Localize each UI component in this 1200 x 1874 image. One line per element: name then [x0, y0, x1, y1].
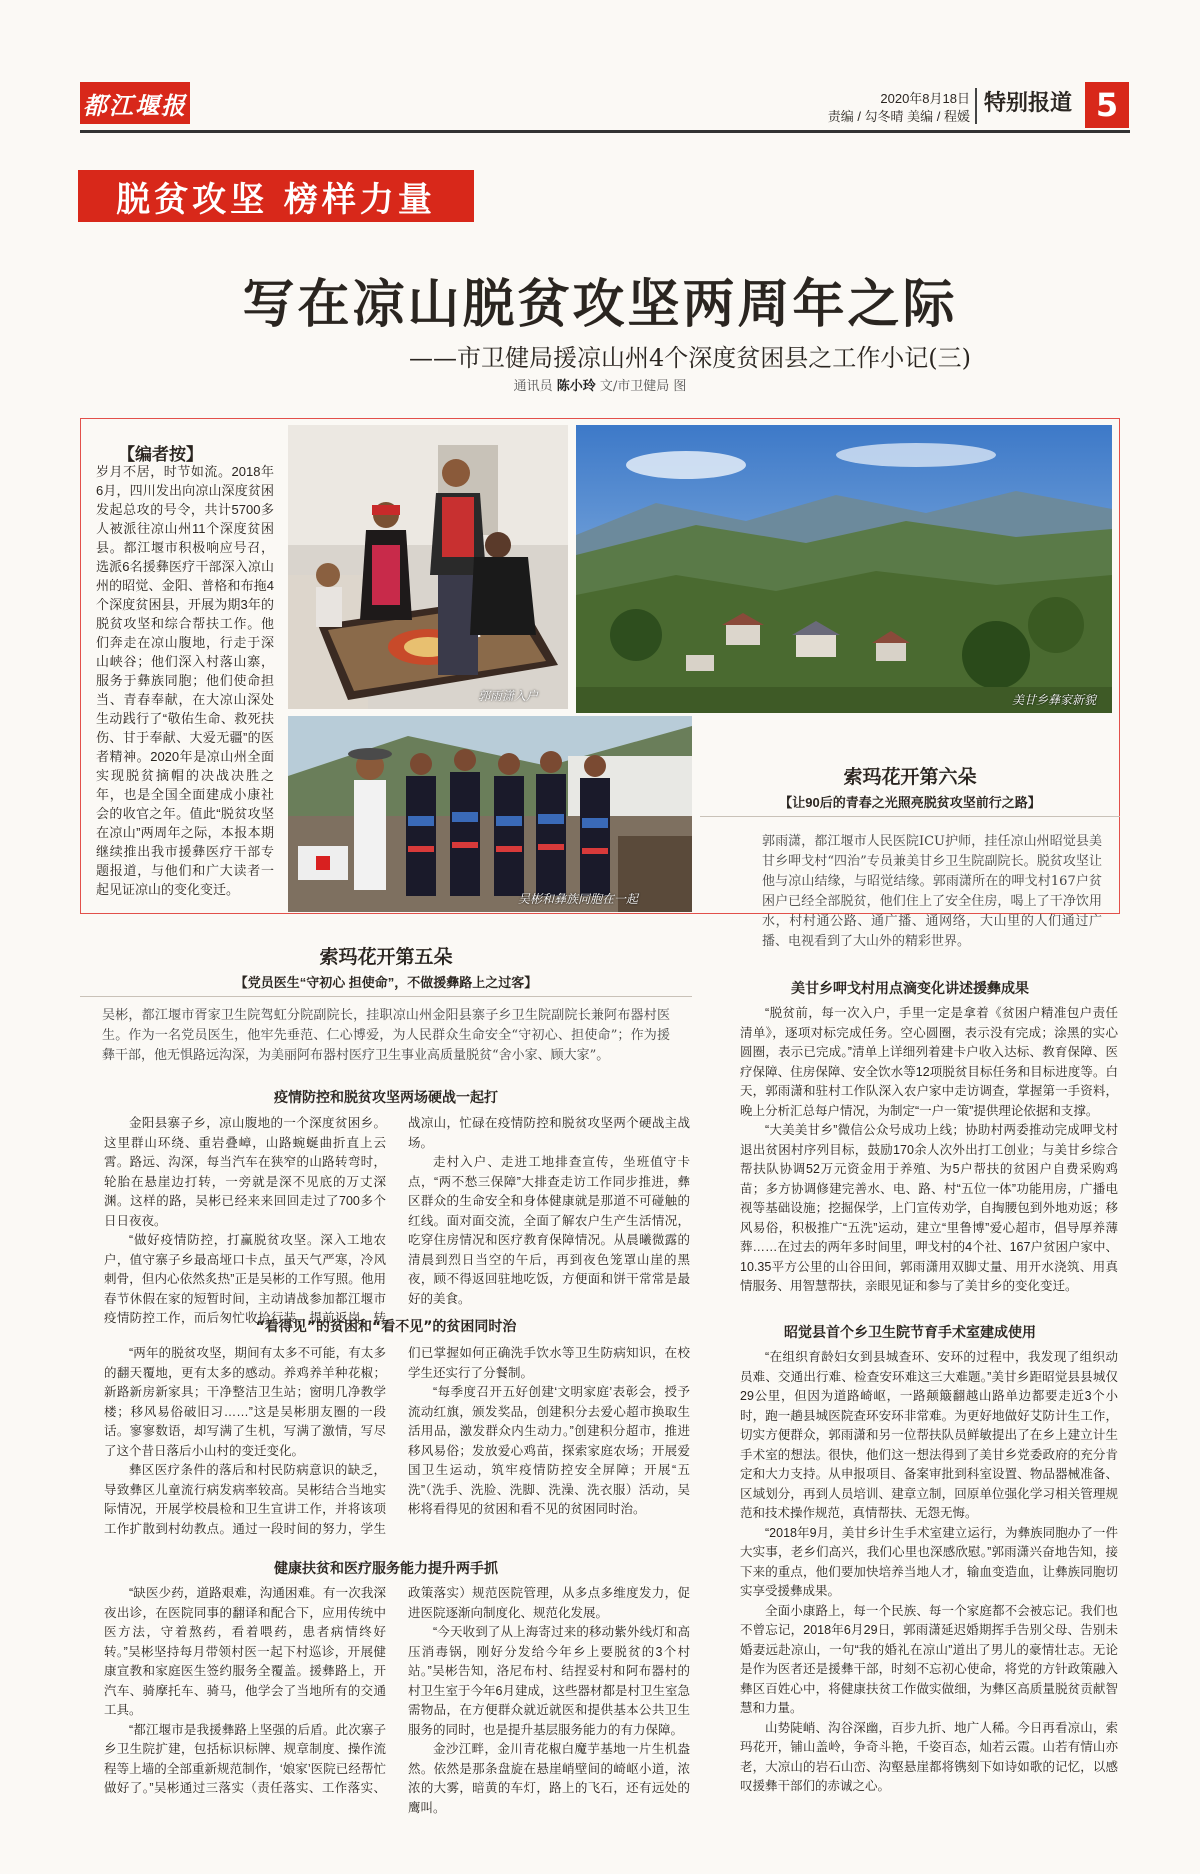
story5-rule	[80, 996, 692, 997]
byline: 通讯员 陈小玲 文/市卫健局 图	[513, 379, 687, 394]
story6-title: 索玛花开第六朵	[843, 766, 977, 788]
group-illustration	[288, 716, 692, 912]
story5-section3-body: “缺医少药，道路艰难，沟通困难。有一次我深夜出诊，在医院同事的翻译和配合下，应用传统中医方法，守着熬药，看着喂药，患者病情终好转。”吴彬坚持每月带领村医一起下村巡诊，开展健康宣教和家庭医生签约服务全覆盖。援彝路上，开汽车、骑摩托车、骑马，他学会了当地所有的交通工具。 “都江堰市是我援彝路上坚强的后盾。此次寨子乡卫生院扩建，包括标识标牌、规章制度、操作流程等上墙的全部重新规范制作，‘娘家’医院已经帮忙做好了。”吴彬通过三落实（责任落实、工作落实、政策落实）规范医院管理，从多点多维度发力，促进医院逐渐向制度化、规范化发展。 “今天收到了从上海寄过来的移动紫外线灯和高压消毒锅，刚好分发给今年乡上要脱贫的3个村站。”吴彬告知，洛尼布村、结捏妥村和阿布器村的村卫生室于今年6月建成，这些器材都是村卫生室急需物品，在方便群众就近就医和提供基本公共卫生服务的同时，也是提升基层服务能力的有力保障。 金沙江畔，金川青花椒白魔芋基地一片生机盎然。依然是那条盘旋在悬崖峭壁间的崎岖小道，浓浓的大雾，暗黄的车灯，路上的飞石，还有远处的鹰叫。	[104, 1586, 690, 1815]
landscape-illustration	[576, 425, 1112, 713]
headline: 写在凉山脱贫攻坚两周年之际	[242, 274, 958, 335]
story6-section2-body: “在组织育龄妇女到县城查环、安环的过程中，我发现了组织动员难、交通出行难、检查安环难这三大难题。”美甘乡距昭觉县县城仅29公里，但因为道路崎岖，一路颠簸翻越山路单边都要走近3个小时，跑一趟县城医院查环安环非常难。为更好地做好艾防计生工作，切实方便群众，郭雨潇和另一位帮扶队员鲜敏提出了在乡上建立计生手术室的想法。很快，他们这一想法得到了美甘乡党委政府的充分肯定和大力支持。从申报项目、备案审批到科室设置、物品器械准备、区域划分，再到人员培训、建章立制，回原单位强化学习相关管理规范和技术操作规范，真情帮扶、无怨无悔。 “2018年9月，美甘乡计生手术室建立运行，为彝族同胞办了一件大实事，老乡们高兴，我们心里也深感欣慰。”郭雨潇兴奋地告知，接下来的重点，他们要加快培养当地人才，输血变造血，让彝族同胞切实享受援彝成果。 全面小康路上，每一个民族、每一个家庭都不会被忘记。我们也不曾忘记，2018年6月29日，郭雨潇延迟婚期挥手告别父母、告别未婚妻远赴凉山，一句“我的婚礼在凉山”道出了男儿的豪情壮志。无论是作为医者还是援彝干部，时刻不忘初心使命，将党的方针政策融入彝区百姓心中，将健康扶贫工作做实做细，为彝区高质量脱贫贡献智慧和力量。 山势陡峭、沟谷深幽，百步九折、地广人稀。今日再看凉山，索玛花开，铺山盖岭，争奇斗艳，千姿百态，灿若云霞。山若有情山亦老，大凉山的岩石山峦、沟壑悬崖都将镌刻下如诗如歌的记忆，以感叹援彝干部们的赤诚之心。	[740, 1350, 1118, 1793]
editors-note-text: 岁月不居，时节如流。2018年6月，四川发出向凉山深度贫困发起总攻的号令，共计5700多人被派往凉山州11个深度贫困县。都江堰市积极响应号召，选派6名援彝医疗干部深入凉山州的昭觉、金阳、普格和布拖4个深度贫困县，开展为期3年的脱贫攻坚和综合帮扶工作。他们奔走在凉山腹地，行走于深山峡谷；他们深入村落山寨，服务于彝族同胞；他们使命担当、青春奉献，在大凉山深处生动践行了“敬佑生命、救死扶伤、甘于奉献、大爱无疆”的医者精神。2020年是凉山州全面实现脱贫摘帽的决战决胜之年，也是全国全面建成小康社会的收官之年。值此“脱贫攻坚在凉山”两周年之际，本报本期继续推出我市援彝医疗干部专题报道，与他们和广大读者一起见证凉山的变化变迁。	[96, 464, 274, 897]
photo-caption-home-visit: 郭雨潇入户	[478, 689, 539, 703]
subheadline: ——市卫健局援凉山州4个深度贫困县之工作小记(三)	[409, 344, 971, 372]
story5-section1-body: 金阳县寨子乡，凉山腹地的一个深度贫困乡。这里群山环绕、重岩叠嶂，山路蜿蜒曲折直上云霄。路远、沟深，每当汽车在狭窄的山路转弯时，轮胎在悬崖边打转，一旁就是深不见底的万丈深渊。这样的路，吴彬已经来来回回走过了700多个日日夜夜。 “做好疫情防控，打赢脱贫攻坚。深入工地农户，值守寨子乡最高垭口卡点，虽天气严寒，冷风刺骨，但内心依然炙热”正是吴彬的工作写照。他用春节休假在家的短暂时间，主动请战参加都江堰市疫情防控工作，而后匆忙收拾行装，提前返岗，转战凉山，忙碌在疫情防控和脱贫攻坚两个硬战主战场。 走村入户、走进工地排查宣传，坐班值守卡点，“两不愁三保障”大排查走访工作同步推进，彝区群众的生命安全和身体健康就是那道不可碰触的红线。面对面交流，全面了解农户生产生活情况，吃穿住房情况和医疗教育保障情况。从晨曦微露的清晨到烈日当空的午后，再到夜色笼罩山崖的黑夜，顾不得返回驻地吃饭，方便面和饼干常常是最好的美食。	[104, 1116, 690, 1325]
story6-subtitle: 【让90后的青春之光照亮脱贫攻坚前行之路】	[779, 795, 1041, 810]
editors-note-label: 【编者按】	[118, 445, 203, 465]
photo-home-visit	[288, 425, 568, 709]
story5-title: 索玛花开第五朵	[319, 946, 453, 968]
editors-credit: 责编 / 勾冬晴 美编 / 程媛	[827, 109, 970, 124]
photo-group-villagers	[288, 716, 692, 912]
photo-caption-group: 吴彬和彝族同胞在一起	[518, 892, 639, 906]
masthead-logo: 都江堰报	[80, 82, 190, 124]
issue-date: 2020年8月18日	[880, 91, 970, 106]
story6-section2-heading: 昭觉县首个乡卫生院节育手术室建成使用	[784, 1325, 1036, 1341]
header-divider	[975, 88, 977, 124]
story5-section1-heading: 疫情防控和脱贫攻坚两场硬战一起打	[274, 1090, 498, 1106]
story6-lead: 郭雨潇，都江堰市人民医院ICU护师，挂任凉山州昭觉县美甘乡呷戈村“四治”专员兼美甘乡卫生院副院长。脱贫攻坚让他与凉山结缘，与昭觉结缘。郭雨潇所在的呷戈村167户贫困户已经全部脱贫，他们住上了安全住房，喝上了干净饮用水，村村通公路、通广播、通网络，大山里的人们通过广播、电视看到了大山外的精彩世界。	[762, 834, 1102, 949]
story6-section1-body: “脱贫前，每一次入户，手里一定是拿着《贫困户精准包户责任清单》，逐项对标完成任务。空心圆圈，表示没有完成；涂黑的实心圆圈，表示已完成。”清单上详细列着建卡户收入达标、教育保障、医疗保障、住房保障、安全饮水等12项脱贫目标任务和目标进度等。白天，郭雨潇和驻村工作队深入农户家中走访调查，掌握第一手资料，晚上分析汇总每户情况，为制定“一户一策”提供理论依据和支撑。 “大美美甘乡”微信公众号成功上线；协助村两委推动完成呷戈村退出贫困村序列目标，鼓励170余人次外出打工创业；与美甘乡综合帮扶队协调52万元资金用于养殖、为5户帮扶的贫困户自费采购鸡苗；多方协调修建完善水、电、路、村“五位一体”功能用房，广播电视等基础设施；挖掘保学，上门宣传劝学，自掏腰包到外地劝返；移风易俗，积极推广“五洗”运动，建立“里鲁博”爱心超市，倡导厚养薄葬……在过去的两年多时间里，呷戈村的4个社、167户贫困户家中、10.35平方公里的山谷田间，郭雨潇用双脚丈量、用开水浇筑、用真情服务、用智慧帮扶，亲眼见证和参与了美甘乡的变化变迁。	[740, 1006, 1118, 1293]
story5-lead: 吴彬，都江堰市胥家卫生院驾虹分院副院长，挂职凉山州金阳县寨子乡卫生院副院长兼阿布器村医生。作为一名党员医生，他牢先垂范、仁心博爱，为人民群众生命安全“守初心、担使命”；作为援彝干部，他无惧路远沟深，为美丽阿布器村医疗卫生事业高质量脱贫“舍小家、顾大家”。	[102, 1008, 670, 1063]
feature-banner: 脱贫攻坚 榜样力量	[78, 170, 474, 222]
photo-village-landscape	[576, 425, 1112, 713]
story5-section2-heading: “看得见”的贫困和“看不见”的贫困同时治	[255, 1319, 517, 1335]
photo-caption-landscape: 美甘乡彝家新貌	[1012, 693, 1097, 707]
section-name: 特别报道	[984, 91, 1073, 116]
story6-rule	[700, 816, 1120, 817]
page-number: 5	[1085, 82, 1129, 128]
story5-section2-body: “两年的脱贫攻坚，期间有太多不可能，有太多的翻天覆地，更有太多的感动。养鸡养羊种花椒；新路新房新家具；干净整洁卫生站；窗明几净教学楼；移风易俗破旧习……”这是吴彬朋友圈的一段话。寥寥数语，却写满了生机，写满了激情，写尽了这个昔日落后小山村的变迁变化。 彝区医疗条件的落后和村民防病意识的缺乏，导致彝区儿童流行病发病率较高。吴彬结合当地实际情况，开展学校晨检和卫生宣讲工作，并将该项工作扩散到村幼教点。通过一段时间的努力，学生们已掌握如何正确洗手饮水等卫生防病知识，在校学生还实行了分餐制。 “每季度召开五好创建‘文明家庭’表彰会，授予流动红旗，颁发奖品，创建积分去爱心超市换取生活用品，激发群众内生动力。”创建积分超市，推进移风易俗；发放爱心鸡苗，探索家庭农场；开展爱国卫生运动，筑牢疫情防控安全屏障；开展“五洗”（洗手、洗脸、洗脚、洗澡、洗衣服）活动，吴彬将看得见的贫困和看不见的贫困同时治。	[104, 1346, 690, 1536]
home-visit-illustration	[288, 425, 568, 709]
story6-section1-heading: 美甘乡呷戈村用点滴变化讲述援彝成果	[791, 981, 1029, 997]
header-rule	[80, 130, 1130, 133]
story5-subtitle: 【党员医生“守初心 担使命”，不做援彝路上之过客】	[234, 975, 538, 990]
story5-section3-heading: 健康扶贫和医疗服务能力提升两手抓	[274, 1561, 498, 1577]
